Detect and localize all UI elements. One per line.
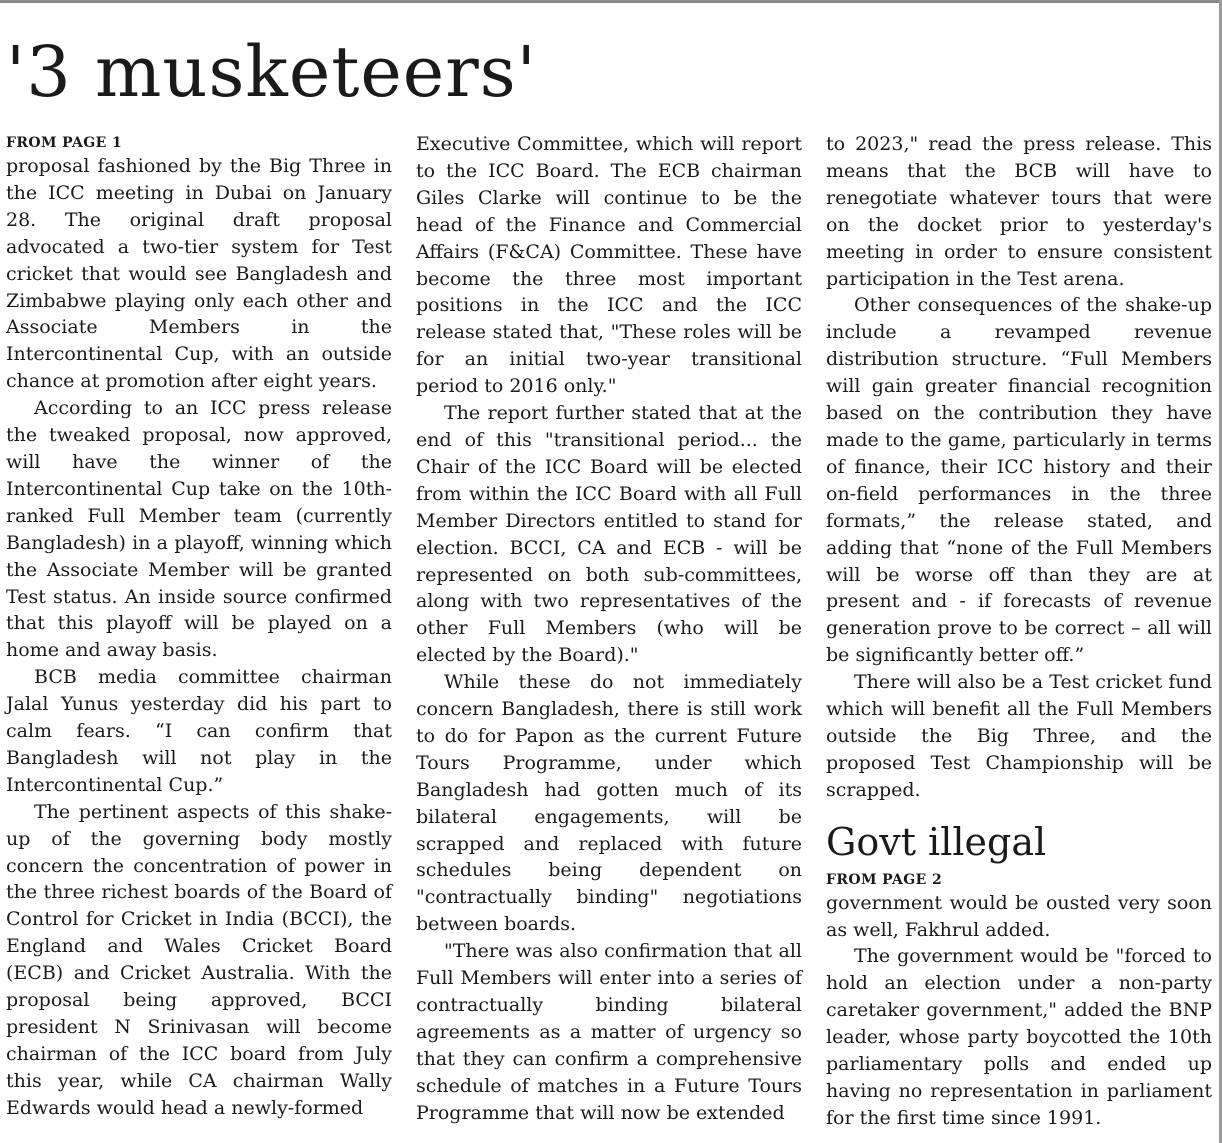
article-column-1 xyxy=(6,131,392,1122)
second-story-headline: Govt illegal xyxy=(826,819,1047,864)
paragraph: "There was also confirmation that all Full Members will enter into a series of contractually binding bilateral agreements as a matter of urgency so that they can confirm a comprehensive schedule of matches in a Future Tours Programme that will now be extended xyxy=(416,940,802,1124)
paragraph: proposal fashioned by the Big Three in the ICC meeting in Dubai on January 28. The original draft proposal advocated a two-tier system for Test cricket that would see Bangladesh and Zimbabwe playing only each other and Associate Members in the Intercontinental Cup, with an outside chance at promotion after eight years. xyxy=(6,155,392,393)
paragraph: While these do not immediately concern Bangladesh, there is still work to do for Papon as the current Future Tours Programme, under which Bangladesh had gotten much of its bilateral engagements, will be scrapped and replaced with future schedules being dependent on "contractually binding" negotiations between boards. xyxy=(416,671,802,936)
second-story-kicker: FROM PAGE 2 xyxy=(826,871,943,888)
paragraph: BCB media committee chairman Jalal Yunus yesterday did his part to calm fears. “I can confirm that Bangladesh will not play in the Intercontinental Cup.” xyxy=(6,666,392,796)
story-headline: '3 musketeers' xyxy=(6,31,537,113)
paragraph: Other consequences of the shake-up include a revamped revenue distribution structure. “Full Members will gain greater financial recognition based on the contribution they have made to the game, particularly in terms of finance, their ICC history and their on-field performances in the three formats,” the release stated, and adding that “none of the Full Members will be worse off than they are at present and - if forecasts of revenue generation prove to be correct – all will be significantly better off.” xyxy=(826,294,1212,667)
paragraph: There will also be a Test cricket fund which will benefit all the Full Members outside the Big Three, and the proposed Test Championship will be scrapped. xyxy=(826,671,1212,801)
paragraph: According to an ICC press release the tweaked proposal, now approved, will have the winner of the Intercontinental Cup take on the 10th-ranked Full Member team (currently Bangladesh) in a playoff, winning which the Associate Member will be granted Test status. An inside source confirmed that this playoff will be played on a home and away basis. xyxy=(6,397,392,662)
article-column-3 xyxy=(826,131,1212,1132)
paragraph: The report further stated that at the end of this "transitional period... the Chair of the ICC Board will be elected from within the ICC Board with all Full Member Directors entitled to stand for election. BCCI, CA and ECB - will be represented on both sub-committees, along with two representatives of the other Full Members (who will be elected by the Board)." xyxy=(416,402,802,667)
paragraph: government would be ousted very soon as well, Fakhrul added. xyxy=(826,891,1212,941)
paragraph: The pertinent aspects of this shake-up of the governing body mostly concern the concentration of power in the three richest boards of the Board of Control for Cricket in India (BCCI), the England and Wales Cricket Board (ECB) and Cricket Australia. With the proposal being approved, BCCI president N Srinivasan will become chairman of the ICC board from July this year, while CA chairman Wally Edwards would head a newly-formed xyxy=(6,800,392,1119)
paragraph: to 2023," read the press release. This means that the BCB will have to renegotiate whatever tours that were on the docket prior to yesterday's meeting in order to ensure consistent participation in the Test arena. xyxy=(826,133,1212,290)
paragraph: The government would be "forced to hold an election under a non-party caretaker government," added the BNP leader, whose party boycotted the 10th parliamentary polls and ended up having no representation in parliament for the first time since 1991. xyxy=(826,945,1212,1129)
paragraph: Executive Committee, which will report to the ICC Board. The ECB chairman Giles Clarke will continue to be the head of the Finance and Commercial Affairs (F&CA) Committee. These have become the three most important positions in the ICC and the ICC release stated that, "These roles will be for an initial two-year transitional period to 2016 only." xyxy=(416,133,802,398)
continuation-kicker: FROM PAGE 1 xyxy=(6,135,123,151)
article-column-2 xyxy=(416,131,802,1127)
top-rule xyxy=(0,0,1222,3)
